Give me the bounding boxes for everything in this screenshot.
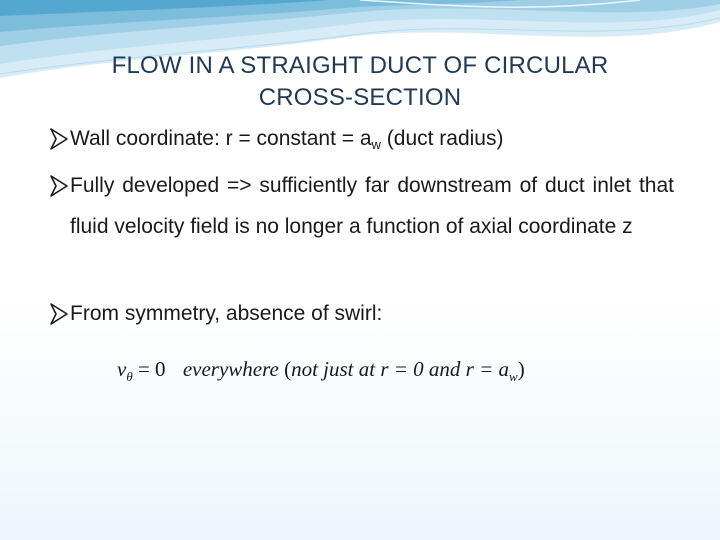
eq-cond2-sub: w <box>509 369 518 384</box>
eq-not-just-at: not just at <box>291 357 376 381</box>
eq-lhs-sub: θ <box>126 369 133 384</box>
arrow-bullet-icon <box>48 174 70 198</box>
eq-everywhere: everywhere <box>182 357 279 381</box>
slide-title-line1: FLOW IN A STRAIGHT DUCT OF CIRCULAR <box>111 52 609 79</box>
eq-paren-close: ) <box>517 357 525 381</box>
eq-lhs-var: v <box>117 357 127 381</box>
eq-and: and <box>428 357 461 381</box>
bullet-text: From symmetry, absence of swirl: <box>70 302 383 325</box>
bullet-wall-coordinate <box>48 125 503 159</box>
arrow-bullet-icon <box>48 127 70 151</box>
bullet-text <box>70 125 503 159</box>
eq-cond1: r = 0 <box>380 357 424 381</box>
swirl-equation <box>117 357 525 385</box>
bullet-text-part: Wall coordinate: r = constant = a <box>70 127 372 150</box>
arrow-bullet-icon <box>48 302 70 326</box>
eq-cond2: r = a <box>465 357 510 381</box>
subscript-w: w <box>371 137 381 152</box>
bullet-text: Fully developed => sufficiently far downstream of duct inlet that fluid velocity field is no longer a function of axial coordinate z <box>70 174 674 238</box>
bullet-text-part: (duct radius) <box>380 127 504 150</box>
eq-paren-open: ( <box>284 357 292 381</box>
slide-title-line2: CROSS-SECTION <box>258 84 462 111</box>
slide-title <box>40 50 680 114</box>
bullet-symmetry <box>48 300 382 328</box>
eq-equals-zero: = 0 <box>137 357 166 381</box>
bullet-fully-developed <box>48 172 674 247</box>
